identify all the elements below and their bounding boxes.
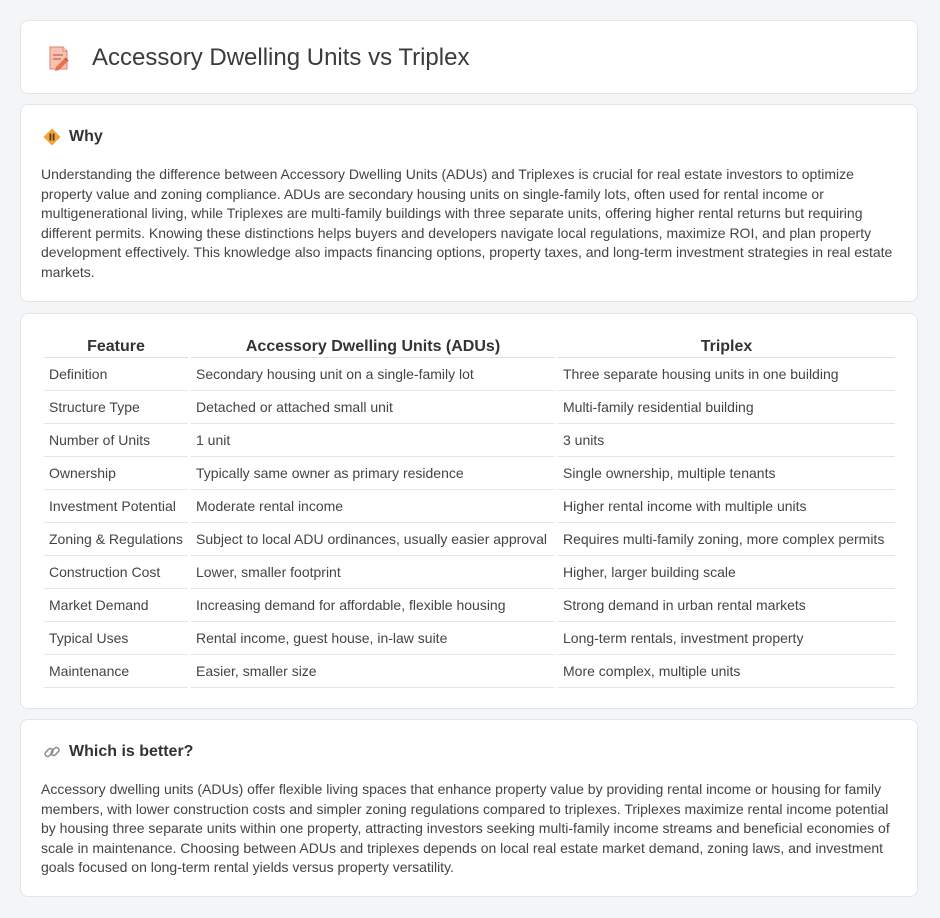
- title-card: [20, 20, 918, 94]
- table-row: [44, 490, 895, 523]
- table-cell-adu: Subject to local ADU ordinances, usually easier approval: [191, 523, 555, 556]
- table-cell-adu: Increasing demand for affordable, flexible housing: [191, 589, 555, 622]
- table-cell-triplex: Three separate housing units in one building: [558, 358, 895, 391]
- table-cell-triplex: 3 units: [558, 424, 895, 457]
- table-row: [44, 655, 895, 688]
- table-cell-feature: Ownership: [44, 457, 188, 490]
- table-cell-feature: Structure Type: [44, 391, 188, 424]
- which-better-section: [20, 719, 918, 897]
- table-row: [44, 424, 895, 457]
- table-row: [44, 457, 895, 490]
- page-title: Accessory Dwelling Units vs Triplex: [92, 44, 470, 71]
- table-cell-adu: Lower, smaller footprint: [191, 556, 555, 589]
- table-cell-triplex: More complex, multiple units: [558, 655, 895, 688]
- table-cell-triplex: Long-term rentals, investment property: [558, 622, 895, 655]
- table-row: [44, 622, 895, 655]
- table-cell-adu: Typically same owner as primary residence: [191, 457, 555, 490]
- table-cell-feature: Zoning & Regulations: [44, 523, 188, 556]
- header-triplex: Triplex: [558, 334, 895, 358]
- table-cell-adu: Rental income, guest house, in-law suite: [191, 622, 555, 655]
- table-cell-triplex: Higher, larger building scale: [558, 556, 895, 589]
- table-row: [44, 556, 895, 589]
- document-edit-icon: [47, 45, 71, 71]
- table-cell-feature: Maintenance: [44, 655, 188, 688]
- header-feature: Feature: [44, 334, 188, 358]
- better-heading-text: Which is better?: [69, 743, 194, 760]
- table-cell-triplex: Requires multi-family zoning, more complex permits: [558, 523, 895, 556]
- diamond-warning-icon: [43, 128, 61, 146]
- header-adu: Accessory Dwelling Units (ADUs): [191, 334, 555, 358]
- table-row: [44, 589, 895, 622]
- table-cell-adu: Easier, smaller size: [191, 655, 555, 688]
- table-cell-triplex: Single ownership, multiple tenants: [558, 457, 895, 490]
- table-cell-feature: Construction Cost: [44, 556, 188, 589]
- table-cell-feature: Definition: [44, 358, 188, 391]
- why-heading: [43, 127, 103, 147]
- table-row: [44, 391, 895, 424]
- table-cell-feature: Typical Uses: [44, 622, 188, 655]
- why-section: [20, 104, 918, 302]
- table-cell-feature: Investment Potential: [44, 490, 188, 523]
- table-cell-feature: Number of Units: [44, 424, 188, 457]
- better-paragraph: Accessory dwelling units (ADUs) offer flexible living spaces that enhance property value by providing rental income or housing for family members, with lower construction costs and simpler zoning regulations compared to triplexes. Triplexes maximize rental income potential by housing three separate units within one property, attracting investors seeking multi-family income streams and beneficial economies of scale in maintenance. Choosing between ADUs and triplexes depends on local real estate market demand, zoning laws, and investment goals focused on long-term rental yields versus property versatility.: [41, 781, 890, 875]
- why-paragraph: Understanding the difference between Accessory Dwelling Units (ADUs) and Triplexes is crucial for real estate investors to optimize property value and zoning compliance. ADUs are secondary housing units on single-family lots, often used for rental income or multigenerational living, while Triplexes are multi-family buildings with three separate units, offering higher rental returns but requiring different permits. Knowing these distinctions helps buyers and developers navigate local regulations, maximize ROI, and plan property development effectively. This knowledge also impacts financing options, property taxes, and long-term investment strategies in real estate markets.: [41, 166, 893, 280]
- table-cell-triplex: Strong demand in urban rental markets: [558, 589, 895, 622]
- table-cell-adu: Moderate rental income: [191, 490, 555, 523]
- table-cell-triplex: Higher rental income with multiple units: [558, 490, 895, 523]
- table-header-row: [44, 334, 895, 358]
- table-cell-adu: Detached or attached small unit: [191, 391, 555, 424]
- table-cell-adu: 1 unit: [191, 424, 555, 457]
- table-cell-triplex: Multi-family residential building: [558, 391, 895, 424]
- better-heading: [43, 742, 193, 762]
- why-heading-text: Why: [69, 128, 103, 145]
- comparison-section: [20, 313, 918, 709]
- table-row: [44, 358, 895, 391]
- table-row: [44, 523, 895, 556]
- table-cell-feature: Market Demand: [44, 589, 188, 622]
- link-icon: [43, 743, 61, 761]
- table-cell-adu: Secondary housing unit on a single-family lot: [191, 358, 555, 391]
- comparison-table: [41, 334, 898, 688]
